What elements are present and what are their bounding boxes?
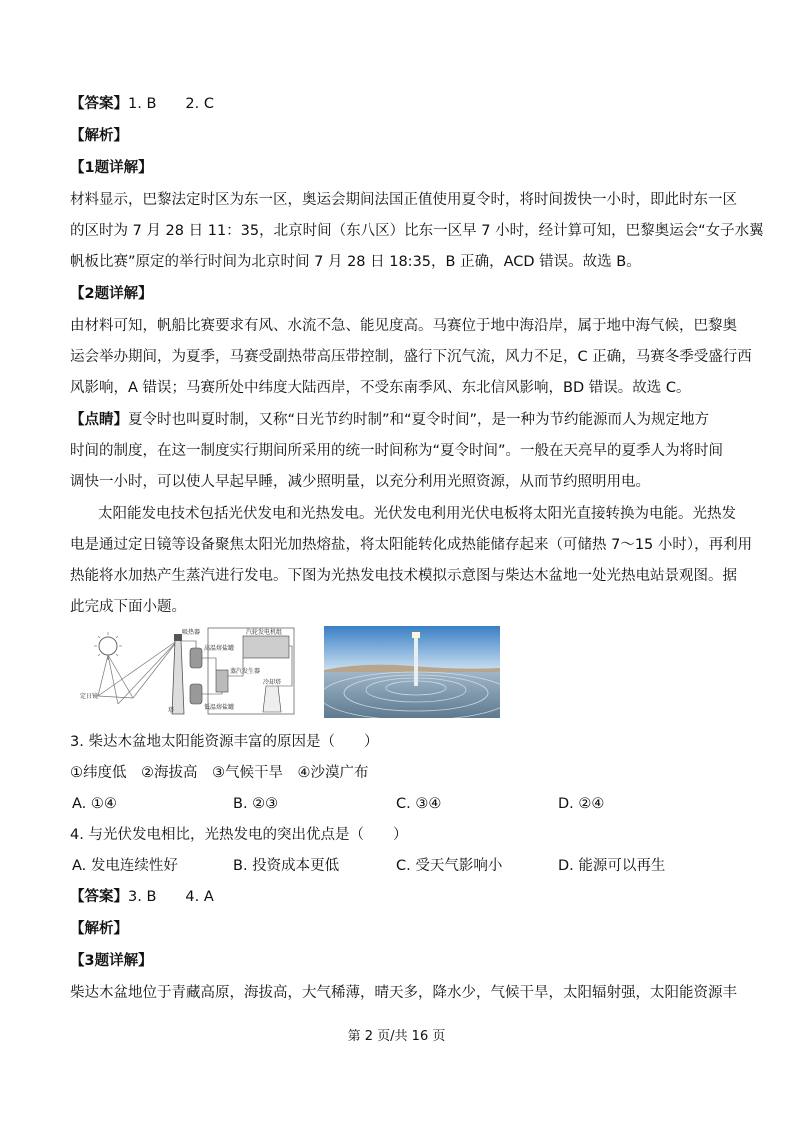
detail-2-label: 【2题详解】: [70, 286, 153, 302]
detail-1-line: 的区时为 7 月 28 日 11：35，北京时间（东八区）比东一区早 7 小时，经计算可知，巴黎奥运会“女子水翼: [70, 223, 764, 239]
answer-label: 【答案】: [70, 96, 128, 112]
material-line: 热能将水加热产生蒸汽进行发电。下图为光热发电技术模拟示意图与柴达木盆地一处光热电站景观图。据: [70, 568, 737, 584]
detail-2-line: 由材料可知，帆船比赛要求有风、水流不急、能见度高。马赛位于地中海沿岸，属于地中海气候，巴黎奥: [70, 318, 737, 334]
option-d[interactable]: D. ②④: [558, 796, 605, 812]
option-c[interactable]: C. ③④: [396, 796, 442, 812]
detail-1-line: 帆板比赛”原定的举行时间为北京时间 7 月 28 日 18:35，B 正确，ACD 错误。故选 B。: [70, 254, 641, 270]
detail-2-line: 风影响，A 错误；马赛所处中纬度大陆西岸，不受东南季风、东北信风影响，BD 错误。故选 C。: [70, 380, 691, 396]
tip-line-1: [70, 410, 709, 430]
option-a[interactable]: A. 发电连续性好: [72, 858, 178, 874]
receiver-icon: [412, 632, 420, 638]
label-hot-tank: 高温熔盐罐: [204, 645, 235, 652]
analysis-label: 【解析】: [70, 921, 128, 937]
label-turbine: 汽轮发电机组: [246, 629, 283, 636]
q3-options: [70, 794, 723, 814]
material-line: 此完成下面小题。: [70, 599, 186, 615]
material-line: 电是通过定日镜等设备聚焦太阳光加热熔盐，将太阳能转化成热能储存起来（可储热 7～15 小时），再利用: [70, 537, 753, 553]
analysis-label: 【解析】: [70, 128, 128, 144]
cooling-tower-shape: [263, 686, 281, 712]
q4-options: [70, 856, 723, 876]
label-absorber: 吸热器: [182, 629, 201, 636]
steam-generator-shape: [216, 670, 228, 692]
option-a[interactable]: A. ①④: [72, 796, 117, 812]
page-footer: 第 2 页/共 16 页: [347, 1029, 446, 1044]
option-b[interactable]: B. ②③: [233, 796, 279, 812]
tip-text: 夏令时也叫夏时制，又称“日光节约时制”和“夏令时间”，是一种为节约能源而人为规定地方: [128, 412, 710, 428]
q4-stem: 4. 与光伏发电相比，光热发电的突出优点是（ ）: [70, 827, 408, 843]
turbine-shape: [243, 636, 289, 658]
label-steam-generator: 蒸汽发生器: [230, 668, 261, 675]
power-station-photo: [324, 626, 500, 718]
label-heliostat: 定日镜: [80, 693, 99, 700]
option-d[interactable]: D. 能源可以再生: [558, 858, 666, 874]
option-c[interactable]: C. 受天气影响小: [396, 858, 503, 874]
q3-stem: 3. 柴达木盆地太阳能资源丰富的原因是（ ）: [70, 734, 379, 750]
tip-line: 调快一小时，可以使人早起早睡，减少照明量，以充分利用光照资源，从而节约照明用电。: [70, 474, 650, 490]
detail-1-label: 【1题详解】: [70, 160, 153, 176]
answer-label: 【答案】: [70, 889, 128, 905]
hot-tank-shape: [190, 648, 202, 668]
absorber-shape: [174, 634, 182, 641]
solar-thermal-diagram: [78, 626, 296, 718]
tower-icon: [414, 634, 418, 686]
tip-label: 【点睛】: [70, 412, 128, 428]
material-line: 太阳能发电技术包括光伏发电和光热发电。光伏发电利用光伏电板将太阳光直接转换为电能。光热发: [98, 506, 736, 522]
label-tower: 塔: [168, 707, 175, 714]
label-cold-tank: 低温熔盐罐: [204, 704, 235, 711]
label-cooling-tower: 冷却塔: [263, 679, 282, 686]
answer-text: 3. B 4. A: [128, 889, 214, 905]
tower-shape: [172, 640, 184, 714]
detail-1-line: 材料显示，巴黎法定时区为东一区，奥运会期间法国正值使用夏令时，将时间拨快一小时，即此时东一区: [70, 192, 737, 208]
cold-tank-shape: [190, 684, 202, 704]
answer-text: 1. B 2. C: [128, 96, 214, 112]
answer-line-3-4: [70, 887, 214, 907]
tip-line: 时间的制度，在这一制度实行期间所采用的统一时间称为“夏令时间”。一般在天亮早的夏季人为将时间: [70, 443, 724, 459]
answer-line-1-2: [70, 94, 214, 114]
q3-choices: ①纬度低 ②海拔高 ③气候干旱 ④沙漠广布: [70, 765, 369, 781]
detail-2-line: 运会举办期间，为夏季，马赛受副热带高压带控制，盛行下沉气流，风力不足，C 正确，马赛冬季受盛行西: [70, 349, 752, 365]
option-b[interactable]: B. 投资成本更低: [233, 858, 340, 874]
detail-3-label: 【3题详解】: [70, 953, 153, 969]
detail-3-line: 柴达木盆地位于青藏高原，海拔高，大气稀薄，晴天多，降水少，气候干旱，太阳辐射强，太阳能资源丰: [70, 985, 737, 1001]
